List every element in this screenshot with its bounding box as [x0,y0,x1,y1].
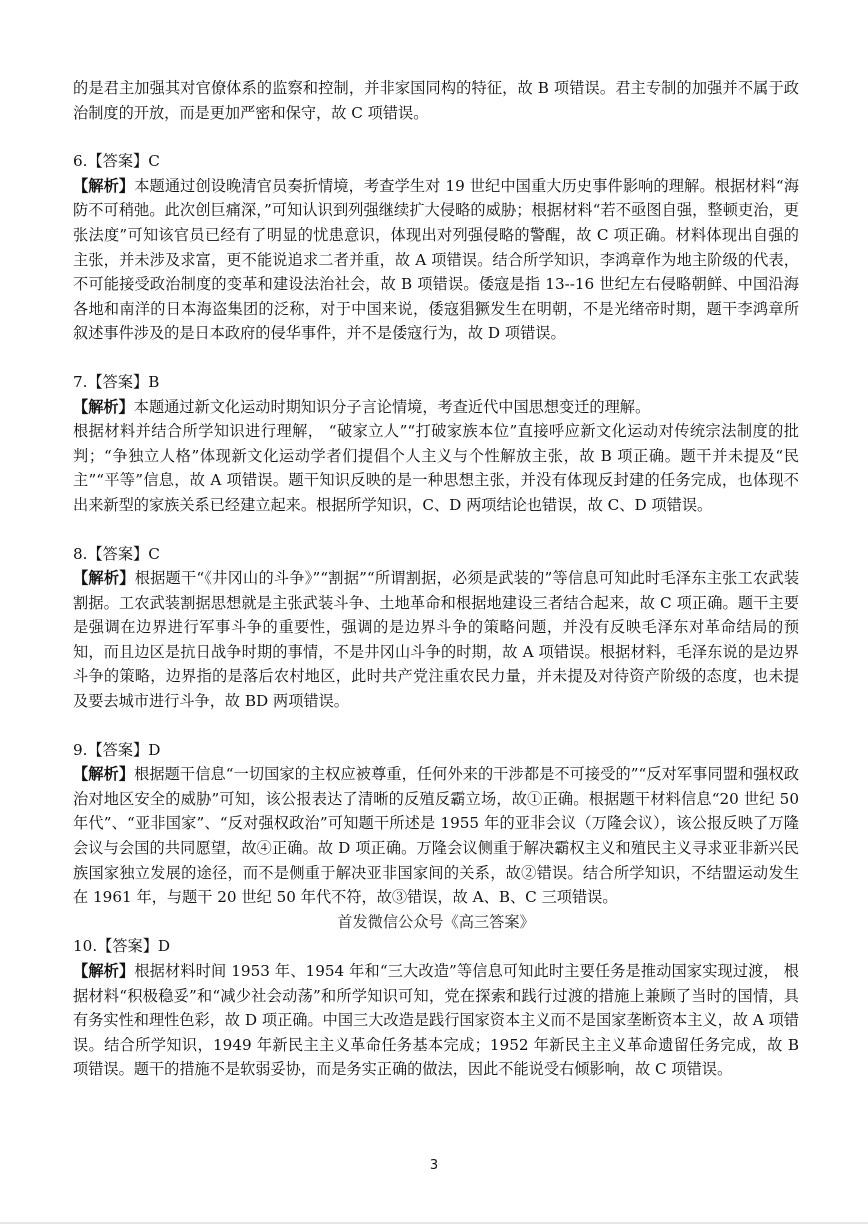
intro-paragraph: 的是君主加强其对官僚体系的监察和控制，并非家国同构的特征，故 B 项错误。君主专制的加强并不属于政治制度的开放，而是更加严密和保守，故 C 项错误。 [73,79,799,122]
question-10 [73,934,799,1082]
question-7 [73,370,799,518]
answer-label: 7.【答案】 [73,372,149,391]
analysis-label: 【解析】 [73,765,135,784]
analysis-9 [73,762,799,910]
bottom-divider [0,1222,868,1224]
analysis-label: 【解析】 [73,176,135,195]
document-body [73,76,799,1082]
analysis-label: 【解析】 [73,569,135,588]
answer-label: 9.【答案】 [73,740,149,759]
answer-line-6 [73,149,799,174]
analysis-6 [73,174,799,346]
question-8 [73,542,799,714]
answer-label: 10.【答案】 [73,937,158,956]
analysis-7 [73,395,799,420]
page-number: 3 [429,1158,439,1173]
analysis-label: 【解析】 [73,962,135,980]
answer-value: C [148,544,160,563]
answer-label: 8.【答案】 [73,544,149,563]
analysis-label: 【解析】 [73,397,134,416]
answer-line-7 [73,370,799,395]
answer-value: B [148,372,160,391]
answer-value: D [148,740,161,759]
question-6 [73,149,799,346]
analysis-text: 本题通过创设晚清官员奏折情境，考查学生对 19 世纪中国重大历史事件影响的理解。根据材料“海防不可稍弛。此次创巨痛深，”可知认识到列强继续扩大侵略的威胁；根据材料“若不亟图自强，整顿吏治，更张法度”可知该官员已经有了明显的忧患意识，体现出对列强侵略的警醒，故 C 项正确。材料体现出自强的主张，并未涉及求富，更不能说追求二者并重，故 A 项错误。结合所学知识，李鸿章作为地主阶级的代表，不可能接受政治制度的变革和建设法治社会，故 B 项错误。倭寇是指 13--16 世纪左右侵略朝鲜、中国沿海各地和南洋的日本海盗集团的泛称，对于中国来说，倭寇猖獗发生在明朝，不是光绪帝时期，题干李鸿章所叙述事件涉及的是日本政府的侵华事件，并不是倭寇行为，故 D 项错误。 [73,176,800,343]
analysis-10 [73,959,799,1082]
answer-value: D [157,937,171,956]
answer-label: 6.【答案】 [73,152,149,171]
analysis-text: 根据题干“《井冈山的斗争》”“割据”“所谓割据，必须是武装的”等信息可知此时毛泽东主张工农武装割据。工农武装割据思想就是主张武装斗争、土地革命和根据地建设三者结合起来，故 C 项正确。题干主要是强调在边界进行军事斗争的重要性，强调的是边界斗争的策略问题，并没有反映毛泽东对革命结局的预知，而且边区是抗日战争时期的事情，不是井冈山斗争的时期，故 A 项错误。根据材料，毛泽东说的是边界斗争的策略，边界指的是落后农村地区，此时共产党注重农民力量，并未提及对待资产阶级的态度，也未提及要去城市进行斗争，故 BD 两项错误。 [73,569,800,711]
analysis-8 [73,566,799,714]
answer-line-10 [73,934,799,959]
answer-line-9 [73,738,799,763]
answer-value: C [148,152,160,171]
analysis-7-continued: 根据材料并结合所学知识进行理解， “破家立人”“打破家族本位”直接呼应新文化运动对传统宗法制度的批判；“争独立人格”体现新文化运动学者们提倡个人主义与个性解放主张，故 B 项正确。题干并未提及“民主”“平等”信息，故 A 项错误。题干知识反映的是一种思想主张，并没有体现反封建的任务完成，也体现不出来新型的家族关系已经建立起来。根据所学知识，C、D 两项结论也错误，故 C、D 项错误。 [73,422,799,514]
analysis-text: 本题通过新文化运动时期知识分子言论情境，考查近代中国思想变迁的理解。 [133,397,651,416]
analysis-text: 根据材料时间 1953 年、1954 年和“三大改造”等信息可知此时主要任务是推动国家实现过渡， 根据材料“积极稳妥”和“减少社会动荡”和所学知识可知，党在探索和践行过渡的措施上兼顾了当时的国情，具有务实性和理性色彩，故 D 项正确。中国三大改造是践行国家资本主义而不是国家垄断资本主义，故 A 项错误。结合所学知识，1949 年新民主主义革命任务基本完成；1952 年新民主主义革命遗留任务完成，故 B 项错误。题干的措施不是软弱妥协，而是务实正确的做法，因此不能说受右倾影响，故 C 项错误。 [73,962,799,1079]
analysis-text: 根据题干信息“一切国家的主权应被尊重，任何外来的干涉都是不可接受的”“反对军事同盟和强权政治对地区安全的威胁”可知，该公报表达了清晰的反殖反霸立场，故①正确。根据题干材料信息“20 世纪 50 年代”、“亚非国家”、“反对强权政治”可知题干所述是 1955 年的亚非会议（万隆会议），该公报反映了万隆会议与会国的共同愿望，故④正确。故 D 项正确。万隆会议侧重于解决霸权主义和殖民主义寻求亚非新兴民族国家独立发展的途径，而不是侧重于解决亚非国家间的关系，故②错误。结合所学知识，不结盟运动发生在 1961 年，与题干 20 世纪 50 年代不符，故③错误，故 A、B、C 三项错误。 [73,765,800,907]
publisher-note: 首发微信公众号《高三答案》 [337,912,535,931]
question-9 [73,738,799,910]
answer-line-8 [73,542,799,567]
